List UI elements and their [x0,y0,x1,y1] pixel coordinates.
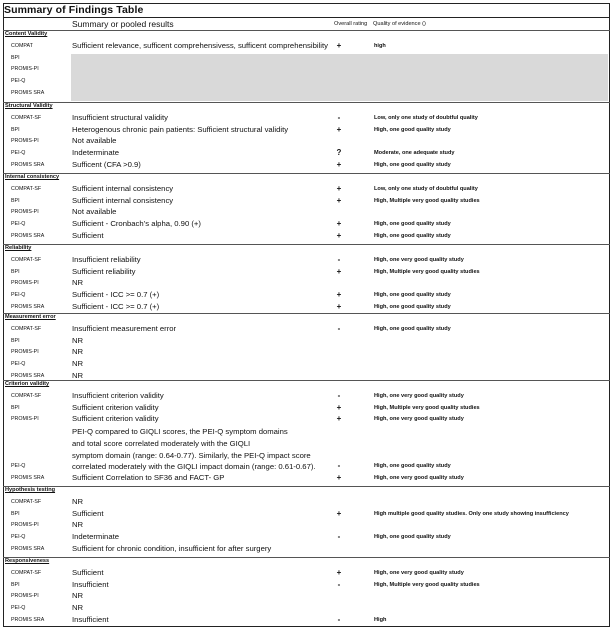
overall-rating: - [337,255,341,264]
summary-result: Sufficient [72,508,104,518]
table-row [4,509,608,521]
table-row [4,160,608,172]
table-row [4,196,608,208]
quality-of-evidence: High, one good quality study [374,232,451,239]
summary-result: Sufficient relevance, sufficent comprehensivess, sufficent comprehensibility [72,41,328,50]
overall-rating: + [336,159,342,169]
summary-result: Sufficient criterion validity [72,414,159,424]
table-row [4,219,608,231]
section-heading: Content Validity [5,31,48,37]
summary-result: NR [72,603,84,613]
instrument-name: PROMIS-PI [11,593,39,600]
quality-of-evidence: High, one very good quality study [374,257,464,263]
table-row [4,532,608,544]
instrument-name: COMPAT-SF [11,115,42,121]
instrument-name: PROMIS SRA [11,303,45,310]
quality-of-evidence: High, one good quality study [374,326,451,332]
table-row [4,359,608,371]
criterion-paragraph-line: symptom domain (range: 0.64-0.77). Similarly, the PEI-Q impact score [72,450,311,460]
quality-of-evidence: High, Multiple very good quality studies [374,404,480,411]
summary-result: Insufficient measurement error [72,324,177,333]
quality-of-evidence: High, one very good quality study [374,416,464,423]
overall-rating: + [336,568,342,577]
overall-rating: + [336,266,342,276]
summary-result: Insufficient reliability [72,255,141,264]
instrument-name: BPI [11,404,20,411]
header-rating: Overall rating [334,21,368,27]
instrument-name: BPI [11,268,20,275]
section-divider [3,380,610,381]
table-row [4,544,608,556]
overall-rating: ? [336,148,342,158]
table-row [4,278,608,290]
overall-rating: - [337,614,341,624]
instrument-name: PEI-Q [11,150,26,157]
table-row [4,336,608,348]
instrument-name: PROMIS SRA [11,89,45,96]
quality-of-evidence: High [374,616,387,623]
instrument-name: PROMIS SRA [11,372,45,379]
section-divider [3,313,610,314]
instrument-name: PROMIS-PI [11,66,39,73]
overall-rating: + [336,290,342,300]
instrument-name: COMPAT-SF [11,257,42,263]
summary-result: NR [72,497,84,506]
instrument-name: BPI [11,197,20,204]
overall-rating: - [337,461,341,471]
overall-rating: - [337,113,341,122]
overall-rating: + [336,472,342,482]
table-row [4,231,608,243]
summary-result: Heterogenous chronic pain patients: Sufficient structural validity [72,124,289,134]
summary-result: Sufficient Correlation to SF36 and FACT- GP [72,472,225,482]
quality-of-evidence: High, one good quality study [374,534,451,541]
table-row [4,371,608,383]
quality-of-evidence: High, one good quality study [374,463,451,470]
instrument-name: PROMIS SRA [11,232,45,239]
summary-result: NR [72,347,84,357]
quality-of-evidence: Low, only one study of doubtful quality [374,186,478,192]
instrument-name: PROMIS-PI [11,349,39,356]
table-row [4,497,608,509]
overall-rating: + [336,124,342,134]
table-row [4,148,608,160]
quality-of-evidence: Low, only one study of doubtful quality [374,115,478,121]
instrument-name: COMPAT-SF [11,499,42,505]
overall-rating: - [337,391,341,400]
instrument-name: PROMIS-PI [11,209,39,216]
section-heading: Hypothesis testing [5,487,56,493]
section-heading: Criterion validity [5,381,50,387]
instrument-name: COMPAT-SF [11,326,42,332]
overall-rating: - [337,532,341,542]
summary-result: Indeterminate [72,148,120,158]
summary-result: NR [72,278,84,288]
instrument-name: PROMIS SRA [11,545,45,552]
overall-rating: + [336,301,342,311]
summary-result: Insufficient structural validity [72,113,168,122]
section-heading: Internal consistency [5,174,60,180]
section-heading: Reliability [5,245,32,251]
instrument-name: PEI-Q [11,534,26,541]
quality-of-evidence: High, one good quality study [374,221,451,228]
summary-result: NR [72,520,84,530]
instrument-name: PEI-Q [11,78,26,85]
quality-of-evidence: High, one good quality study [374,303,451,310]
summary-result: Sufficient [72,230,104,240]
summary-result: Sufficient internal consistency [72,195,174,205]
instrument-name: PEI-Q [11,292,26,299]
table-row [4,391,608,403]
overall-rating: + [336,230,342,240]
summary-result: Sufficent (CFA >0.9) [72,159,141,169]
instrument-name: PEI-Q [11,605,26,612]
table-row [4,520,608,532]
table-row [4,64,608,76]
overall-rating: + [336,195,342,205]
instrument-name: PROMIS-PI [11,522,39,529]
table-row [4,568,608,580]
title-divider [3,17,610,18]
instrument-name: PROMIS-PI [11,280,39,287]
overall-rating: + [336,508,342,518]
summary-result: Insufficient criterion validity [72,391,164,400]
table-row [4,41,608,53]
section-heading: Structural Validity [5,103,53,109]
quality-of-evidence: High, one good quality study [374,161,451,168]
table-row [4,461,608,473]
table-row [4,184,608,196]
table-row [4,473,608,485]
quality-of-evidence: High, one very good quality study [374,474,464,481]
summary-result: NR [72,370,84,380]
instrument-name: PROMIS SRA [11,616,45,623]
summary-result: NR [72,359,84,369]
summary-result: Sufficient - ICC >= 0.7 (+) [72,290,160,300]
instrument-name: COMPAT-SF [11,186,42,192]
summary-result: Indeterminate [72,532,120,542]
table-row [4,88,608,100]
table-row [4,136,608,148]
summary-result: Insufficient [72,614,109,624]
instrument-name: BPI [11,510,20,517]
table-row [4,403,608,415]
instrument-name: PROMIS-PI [11,416,39,423]
overall-rating: + [336,41,342,50]
quality-of-evidence: High, one good quality study [374,126,451,133]
table-row [4,414,608,426]
instrument-name: PEI-Q [11,361,26,368]
table-row [4,125,608,137]
header-summary: Summary or pooled results [72,19,174,29]
overall-rating: + [336,184,342,193]
table-row [4,267,608,279]
quality-of-evidence: High multiple good quality studies. Only one study showing insufficiency [374,510,569,517]
quality-of-evidence: high [374,43,386,49]
table-row [4,603,608,615]
section-divider [3,30,610,31]
instrument-name: PROMIS SRA [11,474,45,481]
instrument-name: PEI-Q [11,221,26,228]
criterion-paragraph-line: correlated moderately with the GIQLI impact domain (range: 0.61-0.67). [72,462,316,472]
overall-rating: + [336,414,342,424]
quality-of-evidence: Moderate, one adequate study [374,150,455,157]
section-divider [3,173,610,174]
summary-result: NR [72,591,84,601]
instrument-name: BPI [11,581,20,588]
table-row [4,290,608,302]
table-row [4,207,608,219]
summary-result: Insufficient [72,579,109,589]
quality-of-evidence: High, one very good quality study [374,570,464,576]
instrument-name: COMPAT-SF [11,570,42,576]
summary-result: Sufficient [72,568,104,577]
header-quality: Quality of evidence () [373,21,426,27]
table-row [4,347,608,359]
table-row [4,580,608,592]
section-divider [3,102,610,103]
overall-rating: + [336,402,342,412]
summary-result: NR [72,335,84,345]
summary-result: Not available [72,136,117,146]
table-row [4,76,608,88]
instrument-name: BPI [11,54,20,61]
section-divider [3,486,610,487]
section-heading: Measurement error [5,314,56,320]
summary-result: Sufficient criterion validity [72,402,159,412]
quality-of-evidence: High, Multiple very good quality studies [374,197,480,204]
instrument-name: PROMIS SRA [11,161,45,168]
quality-of-evidence: High, one very good quality study [374,393,464,399]
summary-result: Sufficient - ICC >= 0.7 (+) [72,301,160,311]
table-title: Summary of Findings Table [4,4,144,16]
overall-rating: - [337,324,341,333]
table-row [4,591,608,603]
quality-of-evidence: High, one good quality study [374,292,451,299]
instrument-name: PEI-Q [11,463,26,470]
overall-rating: - [337,579,341,589]
criterion-paragraph-line: and total score correlated moderately with the GIQLI [72,438,251,448]
summary-result: Not available [72,207,117,217]
quality-of-evidence: High, Multiple very good quality studies [374,268,480,275]
table-row [4,255,608,267]
criterion-paragraph-line: PEI-Q compared to GIQLI scores, the PEI-Q symptom domains [72,427,288,437]
summary-result: Sufficient for chronic condition, insufficient for after surgery [72,543,272,553]
instrument-name: PROMIS-PI [11,138,39,145]
section-heading: Responsiveness [5,558,50,564]
quality-of-evidence: High, Multiple very good quality studies [374,581,480,588]
table-row [4,113,608,125]
summary-result: Sufficient - Cronbach’s alpha, 0.90 (+) [72,219,201,229]
instrument-name: BPI [11,337,20,344]
table-row [4,615,608,627]
instrument-name: COMPAT [11,43,33,49]
section-divider [3,244,610,245]
summary-result: Sufficient reliability [72,266,136,276]
overall-rating: + [336,219,342,229]
table-row [4,324,608,336]
instrument-name: BPI [11,126,20,133]
summary-result: Sufficient internal consistency [72,184,174,193]
table-row [4,53,608,65]
instrument-name: COMPAT-SF [11,393,42,399]
section-divider [3,557,610,558]
